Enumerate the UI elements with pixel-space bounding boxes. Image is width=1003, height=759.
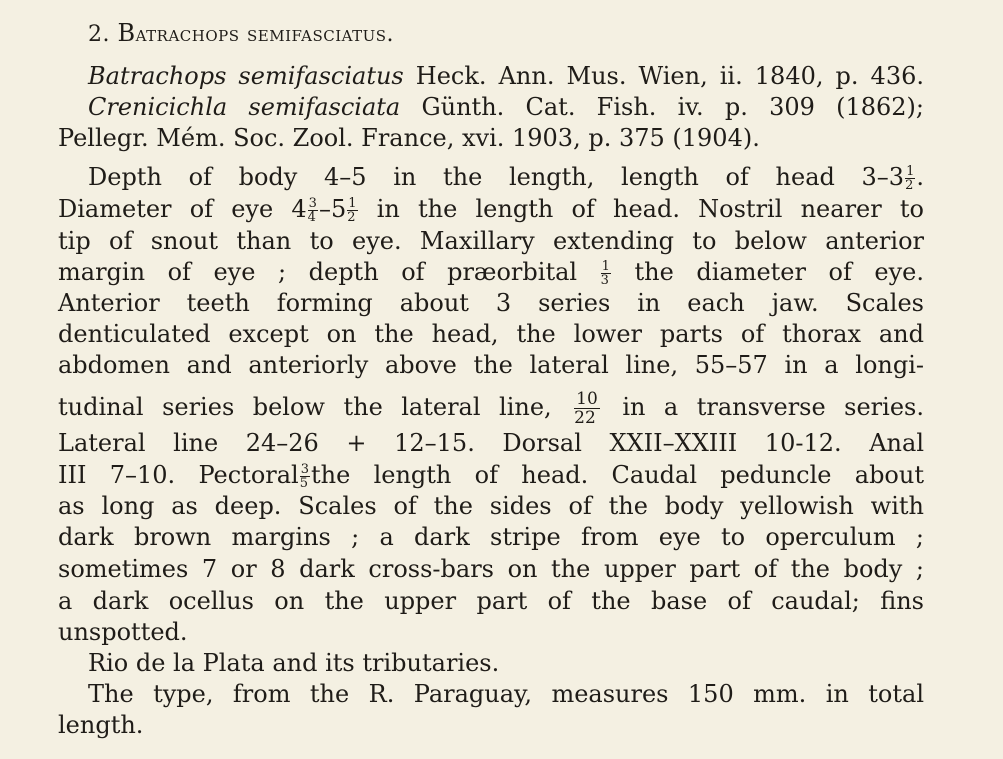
description-text: margin of eye ; depth of præorbital: [58, 258, 578, 286]
fraction: $\frac{1}{2}$: [347, 196, 357, 225]
reference-taxon-2: Crenicichla semifasciata: [88, 93, 401, 121]
description-line-12: dark brown margins ; a dark stripe from eye to operculum ;: [58, 523, 924, 551]
description-text: Depth of body 4–5 in the length, length of head 3–3: [88, 163, 905, 191]
description-line-14: a dark ocellus on the upper part of the base of caudal; fins: [58, 587, 924, 615]
description-text: in a transverse series.: [622, 393, 924, 421]
description-line-1: [88, 162, 924, 194]
description-line-11: as long as deep. Scales of the sides of the body yellowish with: [58, 492, 924, 520]
description-text: Diameter of eye 4: [58, 195, 307, 223]
reference-citation-2: Günth. Cat. Fish. iv. p. 309 (1862);: [421, 93, 924, 121]
description-line-2: [58, 194, 924, 226]
description-text: III 7–10. Pectoral: [58, 461, 299, 489]
type-note-line-1: The type, from the R. Paraguay, measures 150 mm. in total: [88, 680, 924, 708]
reference-line-2: [88, 92, 924, 124]
reference-taxon-1: Batrachops semifasciatus: [88, 62, 404, 90]
species-heading: [88, 18, 394, 51]
reference-line-1: [88, 61, 924, 93]
description-text: in the length of head. Nostril nearer to: [358, 195, 924, 223]
species-number: 2.: [88, 22, 110, 47]
description-line-15: unspotted.: [58, 618, 188, 646]
description-line-9: Lateral line 24–26 + 12–15. Dorsal XXII–XXIII 10-12. Anal: [58, 429, 924, 457]
species-title-initial: B: [117, 19, 136, 47]
reference-line-3: Pellegr. Mém. Soc. Zool. France, xvi. 1903, p. 375 (1904).: [58, 124, 760, 152]
fraction: $\frac{1}{2}$: [905, 164, 915, 193]
fraction: $\frac{3}{5}$: [299, 462, 309, 491]
description-line-6: denticulated except on the head, the lower parts of thorax and: [58, 320, 924, 348]
description-text: the length of head. Caudal peduncle about: [311, 461, 924, 489]
description-line-10: [58, 460, 924, 492]
species-title: atrachops semifasciatus.: [135, 22, 395, 47]
description-line-8: [58, 390, 924, 427]
description-line-4: [58, 257, 924, 289]
description-text: tudinal series below the lateral line,: [58, 393, 552, 421]
description-line-3: tip of snout than to eye. Maxillary extending to below anterior: [58, 227, 924, 255]
fraction: $\frac{1}{3}$: [600, 259, 610, 288]
description-line-13: sometimes 7 or 8 dark cross-bars on the upper part of the body ;: [58, 555, 924, 583]
description-line-7: abdomen and anteriorly above the lateral line, 55–57 in a longi-: [58, 351, 924, 379]
description-text: the diameter of eye.: [634, 258, 924, 286]
fraction: $\frac{3}{4}$: [307, 196, 317, 225]
type-note-line-2: length.: [58, 711, 144, 739]
description-line-5: Anterior teeth forming about 3 series in each jaw. Scales: [58, 289, 924, 317]
description-text: .: [916, 163, 924, 191]
scale-count-fraction: $\frac{10}{22}$: [574, 389, 598, 428]
description-text: –5: [318, 195, 347, 223]
distribution-line: Rio de la Plata and its tributaries.: [88, 649, 500, 677]
reference-citation-1: Heck. Ann. Mus. Wien, ii. 1840, p. 436.: [415, 62, 924, 90]
